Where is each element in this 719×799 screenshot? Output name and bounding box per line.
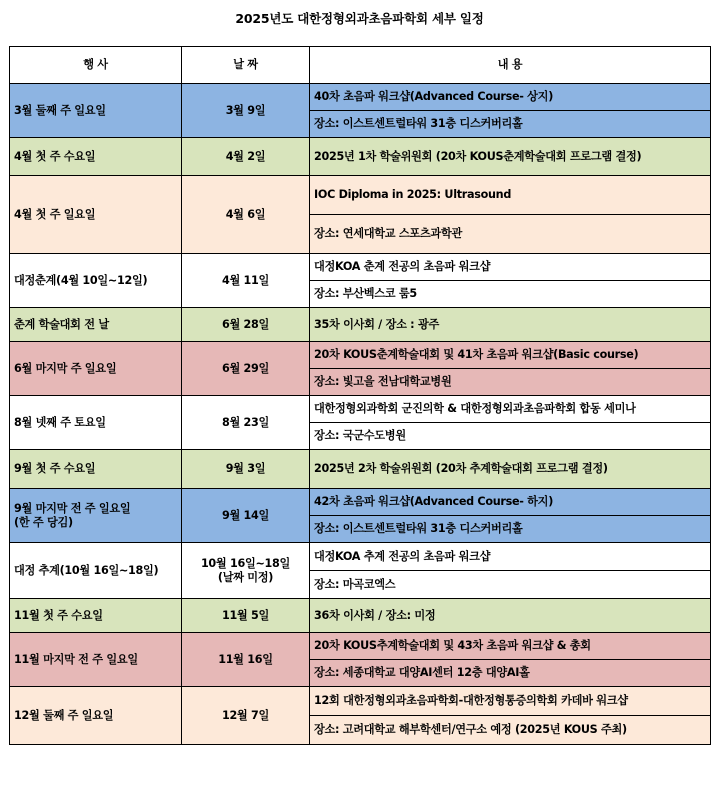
table-row	[10, 396, 711, 423]
content-cell: 장소: 세종대학교 대양AI센터 12층 대양AI홀	[310, 660, 711, 687]
content-cell: 장소: 국군수도병원	[310, 423, 711, 450]
header-content: 내 용	[310, 47, 711, 84]
event-cell: 6월 마지막 주 일요일	[10, 342, 182, 396]
event-line: (한 주 당김)	[14, 515, 73, 529]
table-row	[10, 543, 711, 571]
date-cell: 11월 16일	[182, 633, 310, 687]
content-cell: 12회 대한정형외과초음파학회-대한정형통증의학회 카데바 워크샵	[310, 687, 711, 716]
page-title: 2025년도 대한정형외과초음파학회 세부 일정	[235, 11, 484, 26]
content-cell: 장소: 부산벡스코 룸5	[310, 281, 711, 308]
content-cell: 장소: 이스트센트럴타워 31층 디스커버리홀	[310, 516, 711, 543]
header-date: 날 짜	[182, 47, 310, 84]
content-cell: 2025년 2차 학술위원회 (20차 추계학술대회 프로그램 결정)	[310, 450, 711, 489]
date-cell: 6월 28일	[182, 308, 310, 342]
table-row	[10, 138, 711, 176]
date-cell: 6월 29일	[182, 342, 310, 396]
date-cell: 9월 3일	[182, 450, 310, 489]
content-cell: 대정KOA 추계 전공의 초음파 워크샵	[310, 543, 711, 571]
content-cell: 20차 KOUS춘계학술대회 및 41차 초음파 워크샵(Basic course)	[310, 342, 711, 369]
content-cell: 장소: 연세대학교 스포츠과학관	[310, 215, 711, 254]
event-cell: 11월 첫 주 수요일	[10, 599, 182, 633]
event-cell: 대정 추계(10월 16일~18일)	[10, 543, 182, 599]
date-cell: 3월 9일	[182, 84, 310, 138]
event-cell: 대정춘계(4월 10일~12일)	[10, 254, 182, 308]
table-row	[10, 308, 711, 342]
content-cell: 42차 초음파 워크샵(Advanced Course- 하지)	[310, 489, 711, 516]
content-cell: 장소: 이스트센트럴타워 31층 디스커버리홀	[310, 111, 711, 138]
header-event: 행 사	[10, 47, 182, 84]
date-cell: 11월 5일	[182, 599, 310, 633]
event-cell: 12월 둘째 주 일요일	[10, 687, 182, 745]
content-cell: 2025년 1차 학술위원회 (20차 KOUS춘계학술대회 프로그램 결정)	[310, 138, 711, 176]
table-row	[10, 599, 711, 633]
content-cell: 36차 이사회 / 장소: 미정	[310, 599, 711, 633]
content-cell: 대정KOA 춘계 전공의 초음파 워크샵	[310, 254, 711, 281]
event-cell: 4월 첫 주 일요일	[10, 176, 182, 254]
date-line: (날짜 미정)	[217, 570, 274, 584]
table-row	[10, 254, 711, 281]
date-cell: 9월 14일	[182, 489, 310, 543]
table-row	[10, 450, 711, 489]
table-row	[10, 84, 711, 111]
event-cell: 4월 첫 주 수요일	[10, 138, 182, 176]
content-cell: 40차 초음파 워크샵(Advanced Course- 상지)	[310, 84, 711, 111]
table-header-row	[10, 47, 711, 84]
date-cell: 4월 6일	[182, 176, 310, 254]
table-row	[10, 489, 711, 516]
content-cell: 장소: 빛고을 전남대학교병원	[310, 369, 711, 396]
table-row	[10, 687, 711, 716]
content-cell: 대한정형외과학회 군진의학 & 대한정형외과초음파학회 합동 세미나	[310, 396, 711, 423]
date-cell: 12월 7일	[182, 687, 310, 745]
table-row	[10, 176, 711, 215]
schedule-table	[9, 46, 711, 745]
event-cell: 8월 넷째 주 토요일	[10, 396, 182, 450]
event-cell: 9월 첫 주 수요일	[10, 450, 182, 489]
event-cell: 11월 마지막 전 주 일요일	[10, 633, 182, 687]
content-cell: 장소: 고려대학교 해부학센터/연구소 예정 (2025년 KOUS 주최)	[310, 716, 711, 745]
date-cell: 8월 23일	[182, 396, 310, 450]
event-cell: 춘계 학술대회 전 날	[10, 308, 182, 342]
content-cell: 35차 이사회 / 장소 : 광주	[310, 308, 711, 342]
content-cell: IOC Diploma in 2025: Ultrasound	[310, 176, 711, 215]
event-cell	[10, 489, 182, 543]
content-cell: 장소: 마곡코엑스	[310, 571, 711, 599]
date-cell	[182, 543, 310, 599]
date-cell: 4월 2일	[182, 138, 310, 176]
event-cell: 3월 둘째 주 일요일	[10, 84, 182, 138]
content-cell: 20차 KOUS추계학술대회 및 43차 초음파 워크샵 & 총회	[310, 633, 711, 660]
table-row	[10, 633, 711, 660]
date-cell: 4월 11일	[182, 254, 310, 308]
table-row	[10, 342, 711, 369]
event-line: 9월 마지막 전 주 일요일	[14, 501, 131, 515]
date-line: 10월 16일~18일	[200, 556, 291, 570]
